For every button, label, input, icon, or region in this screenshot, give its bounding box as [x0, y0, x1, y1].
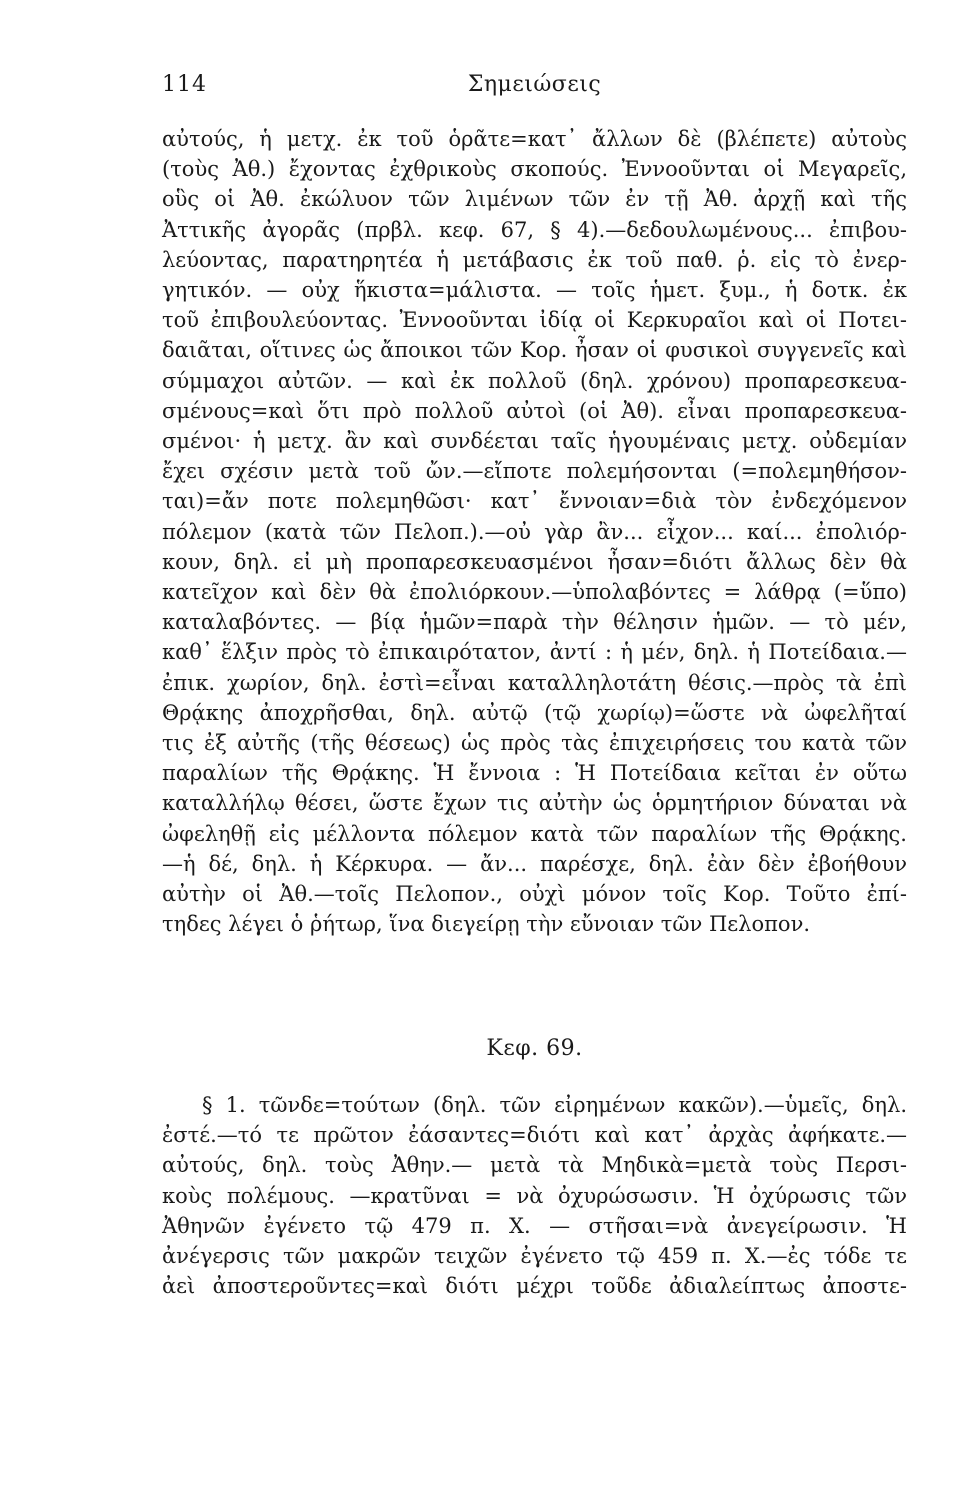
- text-line: λεύοντας, παρατηρητέα ἡ μετάβασις ἐκ τοῦ παθ. ῥ. εἰς τὸ ἐνερ-: [162, 247, 907, 272]
- text-line: ἐπικ. χωρίον, δηλ. ἐστὶ=εἶναι καταλληλοτάτη θέσις.—πρὸς τὰ ἐπὶ: [162, 670, 907, 695]
- text-line: —ἡ δέ, δηλ. ἡ Κέρκυρα. — ἄν... παρέσχε, δηλ. ἐὰν δὲν ἐβοήθουν: [162, 851, 907, 876]
- text-line: αὐτούς, ἡ μετχ. ἐκ τοῦ ὁρᾶτε=κατ᾽ ἄλλων δὲ (βλέπετε) αὐτοὺς: [162, 127, 907, 151]
- text-line: αὐτὴν οἱ Ἀθ.—τοῖς Πελοπον., οὐχὶ μόνον τοῖς Κορ. Τοῦτο ἐπί-: [162, 882, 907, 907]
- text-line: ἀνέγερσις τῶν μακρῶν τειχῶν ἐγένετο τῷ 459 π. Χ.—ἐς τόδε τε: [162, 1244, 907, 1269]
- text-line: κοὺς πολέμους. —κρατῦναι = νὰ ὀχυρώσωσιν. Ἡ ὀχύρωσις τῶν: [162, 1183, 907, 1208]
- text-line: Ἀθηνῶν ἐγένετο τῷ 479 π. Χ. — στῆσαι=νὰ ἀνεγείρωσιν. Ἡ: [162, 1213, 907, 1238]
- text-line: κουν, δηλ. εἰ μὴ προπαρεσκευασμένοι ἦσαν=διότι ἄλλως δὲν θὰ: [162, 549, 907, 574]
- chapter-heading: Κεφ. 69.: [486, 1036, 583, 1061]
- text-line: τοῦ ἐπιβουλεύοντας. Ἐννοοῦνται ἰδίᾳ οἱ Κερκυραῖοι καὶ οἱ Ποτει-: [162, 308, 907, 333]
- text-line: ὠφεληθῇ εἰς μέλλοντα πόλεμον κατὰ τῶν παραλίων τῆς Θρᾴκης.: [162, 821, 907, 846]
- text-line: καταλαβόντες. — βίᾳ ἡμῶν=παρὰ τὴν θέλησιν ἡμῶν. — τὸ μέν,: [162, 610, 907, 635]
- text-line: πόλεμον (κατὰ τῶν Πελοπ.).—οὐ γὰρ ἂν... εἶχον... καί... ἐπολιόρ-: [162, 519, 907, 544]
- text-line: σύμμαχοι αὐτῶν. — καὶ ἐκ πολλοῦ (δηλ. χρόνου) προπαρεσκευα-: [162, 368, 907, 393]
- text-line: τις ἐξ αὐτῆς (τῆς θέσεως) ὡς πρὸς τὰς ἐπιχειρήσεις του κατὰ τῶν: [162, 731, 907, 756]
- page-number: 114: [162, 72, 207, 97]
- text-line: ται)=ἄν ποτε πολεμηθῶσι· κατ᾽ ἔννοιαν=διὰ τὸν ἐνδεχόμενον: [162, 489, 907, 514]
- text-line: τηδες λέγει ὁ ῥήτωρ, ἵνα διεγείρῃ τὴν εὔνοιαν τῶν Πελοπον.: [162, 912, 811, 937]
- text-line: παραλίων τῆς Θρᾴκης. Ἡ ἔννοια : Ἡ Ποτείδαια κεῖται ἐν οὕτω: [162, 761, 907, 786]
- text-line: καθ᾽ ἕλξιν πρὸς τὸ ἐπικαιρότατον, ἀντί : ἡ μέν, δηλ. ἡ Ποτείδαια.—: [162, 640, 907, 665]
- text-line: ἀεὶ ἀποστεροῦντες=καὶ διότι μέχρι τοῦδε ἀδιαλείπτως ἀποστε-: [162, 1274, 907, 1299]
- text-line: Θρᾴκης ἀποχρῆσθαι, δηλ. αὐτῷ (τῷ χωρίῳ)=ὥστε νὰ ὠφελῆταί: [162, 700, 907, 725]
- text-line: δαιᾶται, οἵτινες ὡς ἄποικοι τῶν Κορ. ἦσαν οἱ φυσικοὶ συγγενεῖς καὶ: [162, 338, 907, 363]
- text-line: σμένους=καὶ ὅτι πρὸ πολλοῦ αὐτοὶ (οἱ Ἀθ). εἶναι προπαρεσκευα-: [162, 398, 907, 423]
- text-line: αὐτούς, δηλ. τοὺς Ἀθην.— μετὰ τὰ Μηδικὰ=μετὰ τοὺς Περσι-: [162, 1153, 907, 1178]
- text-line: σμένοι· ἡ μετχ. ἂν καὶ συνδέεται ταῖς ἡγουμέναις μετχ. οὐδεμίαν: [162, 429, 907, 454]
- text-line: οὓς οἱ Ἀθ. ἐκώλυον τῶν λιμένων τῶν ἐν τῇ Ἀθ. ἀρχῇ καὶ τῆς: [162, 187, 907, 212]
- text-line: Ἀττικῆς ἀγορᾶς (πρβλ. κεφ. 67, § 4).—δεδουλωμένους... ἐπιβου-: [162, 217, 907, 242]
- text-line: ἔχει σχέσιν μετὰ τοῦ ὤν.—εἴποτε πολεμήσονται (=πολεμηθήσον-: [162, 459, 907, 484]
- notes-paragraph-2: [162, 1090, 907, 1301]
- header-title: Σημειώσεις: [467, 72, 602, 97]
- text-line: (τοὺς Ἀθ.) ἔχοντας ἐχθρικοὺς σκοπούς. Ἐννοοῦνται οἱ Μεγαρεῖς,: [162, 157, 907, 182]
- text-line: κατεῖχον καὶ δὲν θὰ ἐπολιόρκουν.—ὑπολαβόντες = λάθρᾳ (=ὕπο): [162, 580, 907, 605]
- text-line: γητικόν. — οὐχ ἥκιστα=μάλιστα. — τοῖς ἡμετ. ξυμ., ἡ δοτκ. ἐκ: [162, 278, 907, 303]
- text-line: καταλλήλῳ θέσει, ὥστε ἔχων τις αὐτὴν ὡς ὁρμητήριον δύναται νὰ: [162, 791, 907, 816]
- text-line: ἐστέ.—τό τε πρῶτον ἐάσαντες=διότι καὶ κατ᾽ ἀρχὰς ἀφήκατε.—: [162, 1123, 907, 1148]
- running-head: [162, 72, 907, 104]
- notes-paragraph-1: [162, 124, 907, 939]
- text-line: § 1. τῶνδε=τούτων (δηλ. τῶν εἰρημένων κακῶν).—ὑμεῖς, δηλ.: [202, 1093, 907, 1117]
